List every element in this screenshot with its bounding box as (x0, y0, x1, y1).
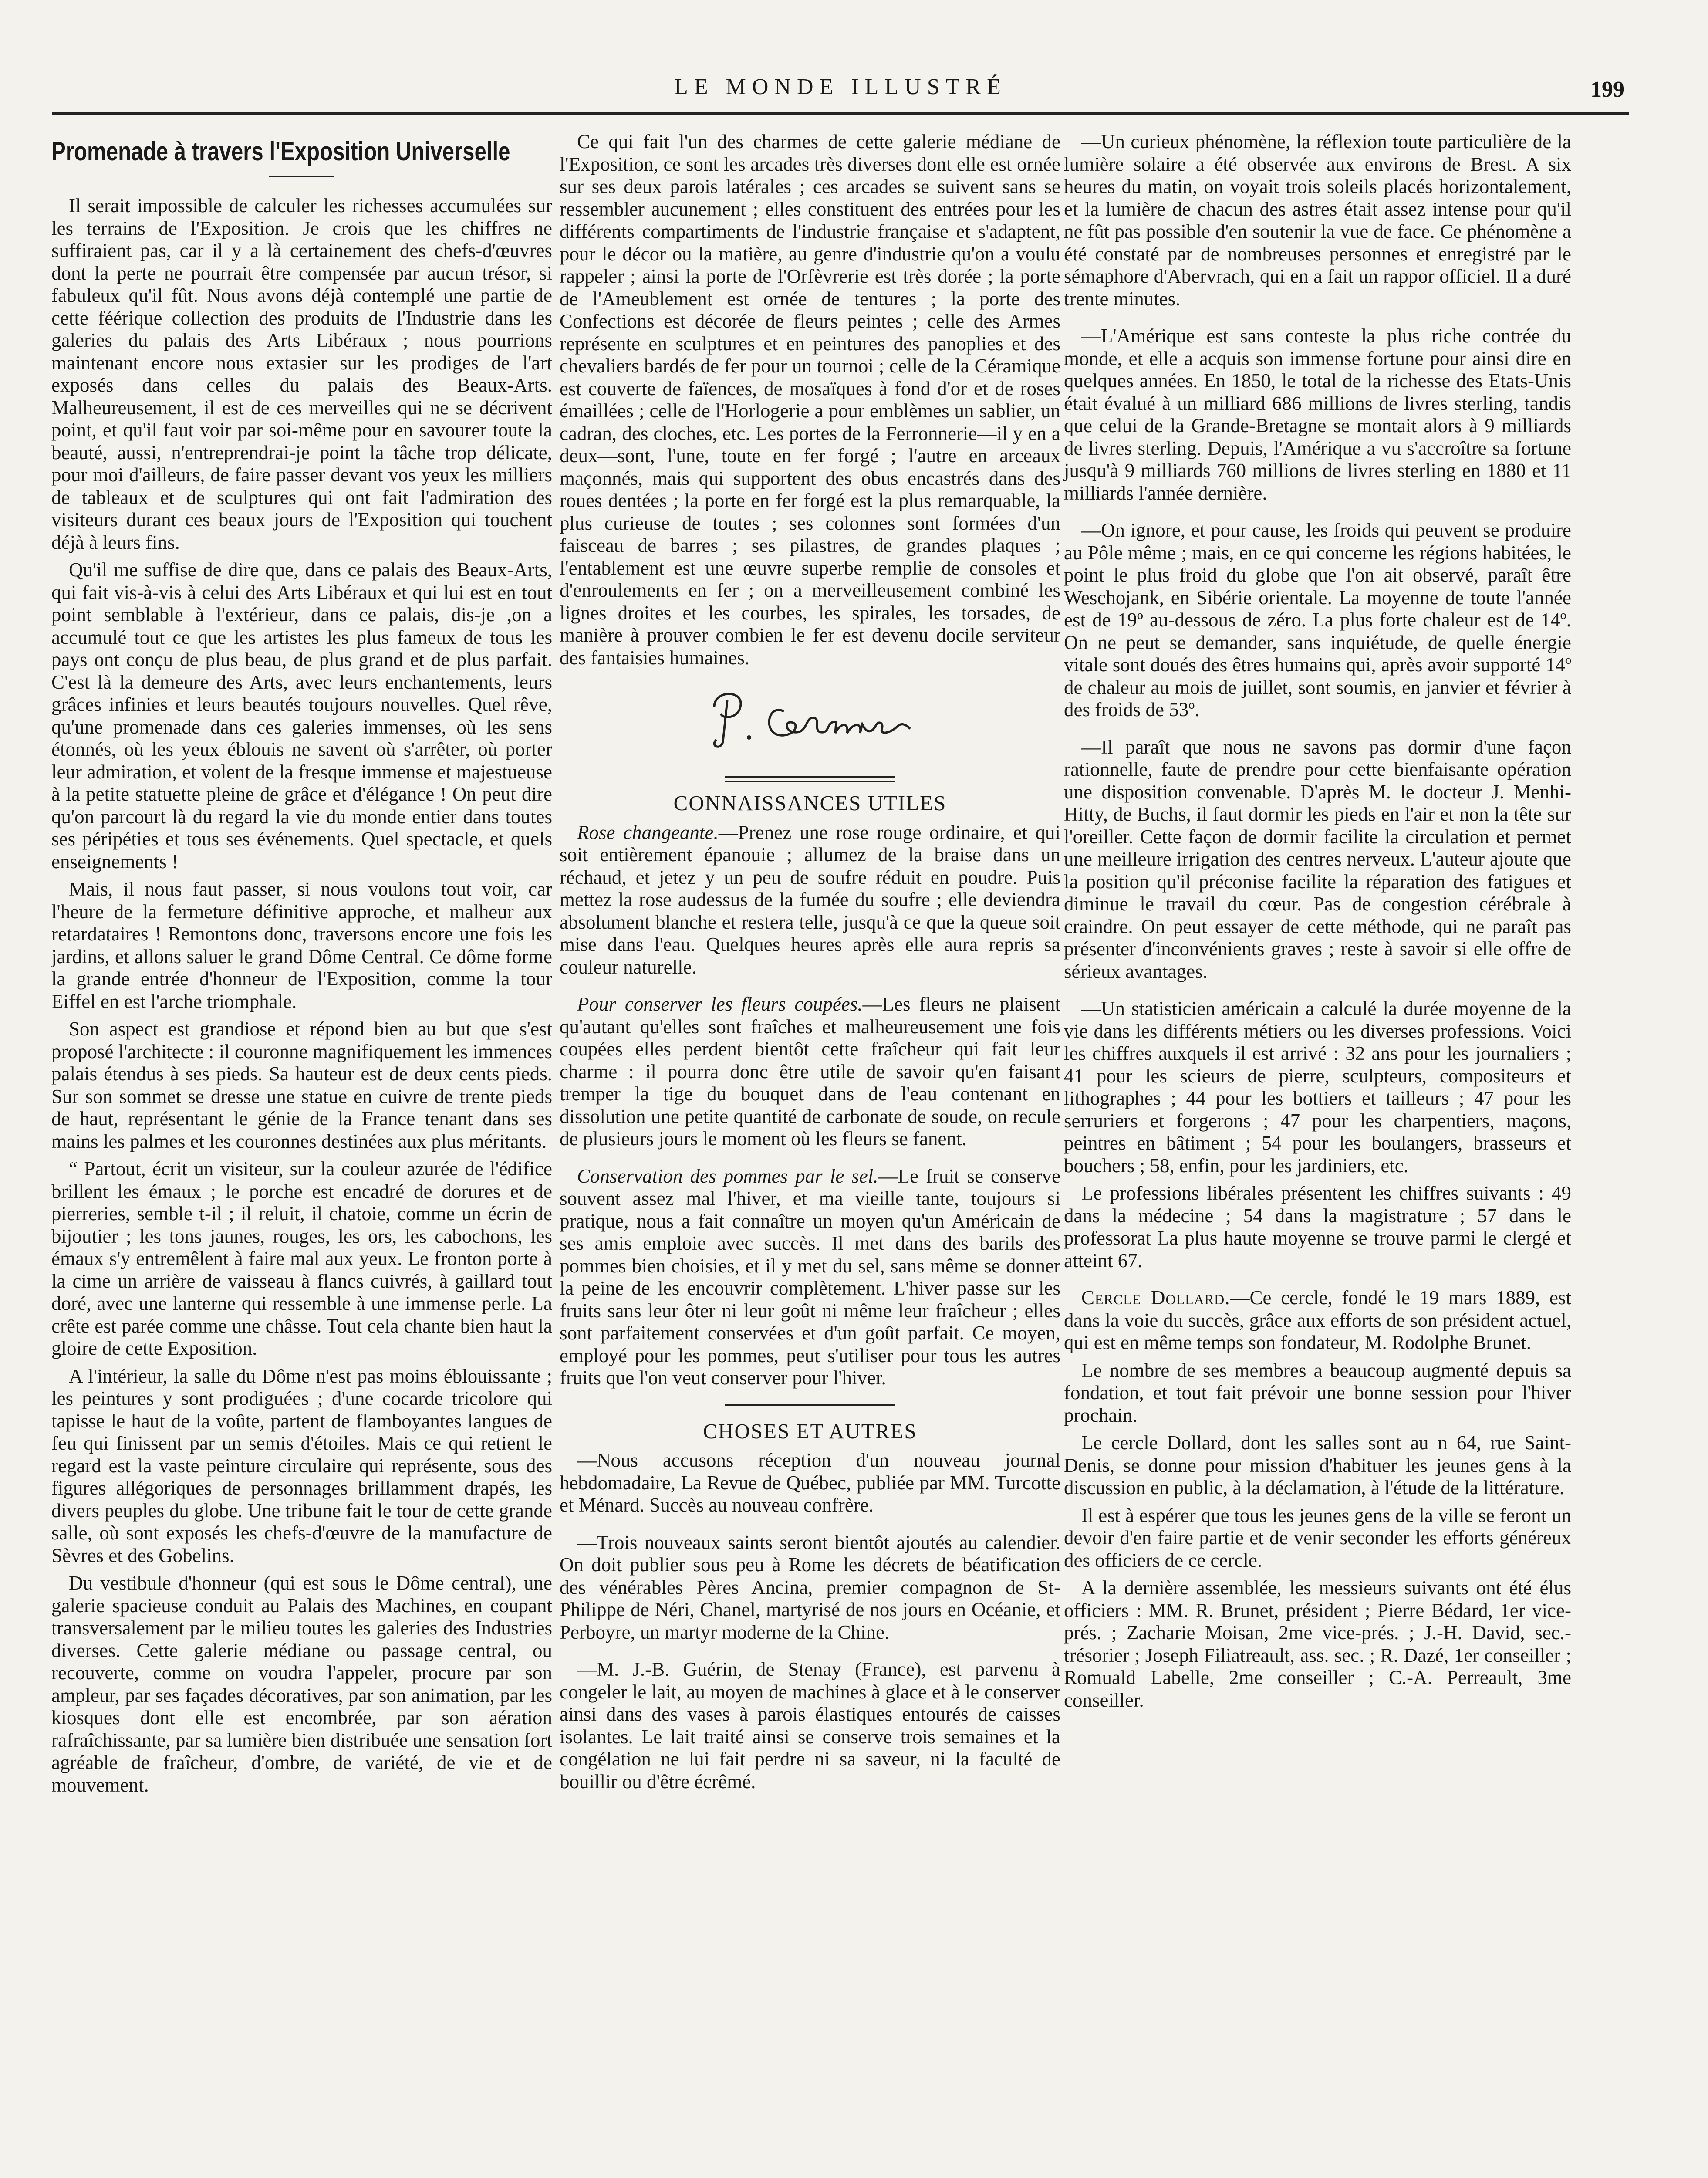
news-item: —L'Amérique est sans conteste la plus riche contrée du monde, et elle a acquis son immense fortune pour ainsi dire en quelques années. En 1850, le total de la richesse des Etats-Unis était évalué à un milliard 686 millions de livres sterling, tandis que celui de la Grande-Bretagne se montait alors à 9 milliards de livres sterling. Depuis, l'Amérique a vu s'accroître sa fortune jusqu'à 9 milliards 760 millions de livres sterling en 1880 et 11 milliards l'année dernière. (1064, 325, 1571, 504)
news-item: —M. J.-B. Guérin, de Stenay (France), est parvenu à congeler le lait, au moyen de machines à glace et à le conserver ainsi dans des vases à parois élastiques entourés de caisses isolantes. Le lait traité ainsi se conserve trois semaines et la congélation ne lui fait perdre ni sa saveur, ni la faculté de bouillir ou d'être écrêmé. (560, 1658, 1060, 1792)
article-paragraph: Mais, il nous faut passer, si nous voulons tout voir, car l'heure de la fermeture définitive approche, et malheur aux retardataires ! Remontons donc, traversons encore une fois les jardins, et allons saluer le grand Dôme Central. Ce dôme forme la grande entrée d'honneur de l'Exposition, comme la tour Eiffel en est l'arche triomphale. (51, 878, 552, 1012)
title-rule (269, 176, 334, 177)
tip-item (560, 993, 1060, 1150)
tip-lead: Rose changeante. (577, 821, 719, 843)
cercle-paragraph: Il est à espérer que tous les jeunes gens de la ville se feront un devoir d'en faire partie et de venir seconder les efforts généreux des officiers de ce cercle. (1064, 1504, 1571, 1571)
tip-lead: Conservation des pommes par le sel. (577, 1165, 878, 1187)
cercle-text: —Ce cercle, fondé le 19 mars 1889, est dans la voie du succès, grâce aux efforts de son président actuel, qui est en même temps son fondateur, M. Rodolphe Brunet. (1064, 1287, 1571, 1353)
page-number: 199 (1590, 77, 1624, 102)
column-1 (51, 131, 552, 1802)
cercle-item (1064, 1287, 1571, 1354)
signature-graphic (697, 681, 923, 755)
masthead: LE MONDE ILLUSTRÉ (674, 74, 1007, 99)
tip-text: —Les fleurs ne plaisent qu'autant qu'elles sont fraîches et malheureusement une fois coupées elles perdent bientôt cette fraîcheur qui fait leur charme : il pourra donc être utile de savoir qu'en faisant tremper la tige du bouquet dans de l'eau contenant en dissolution une petite quantité de carbonate de soude, on recule de plusieurs jours le moment où les fleurs se fanent. (560, 993, 1060, 1150)
tip-item (560, 822, 1060, 979)
article-paragraph: Il serait impossible de calculer les richesses accumulées sur les terrains de l'Exposition. Je crois que les chiffres ne suffiraient pas, car il y a là certainement des chefs-d'œuvres dont la perte ne pourrait être compensée par aucun trésor, si fabuleux qu'il fût. Nous avons déjà contemplé une partie de cette féérique collection des produits de l'Industrie dans les galeries du palais des Arts Libéraux ; nous pourrions maintenant encore nous extasier sur les prodiges de l'art exposés dans celles du palais des Beaux-Arts. Malheureusement, il est de ces merveilles qui ne se décrivent point, et qu'il faut voir par soi-même pour en savourer toute la beauté, aussi, n'entreprendrai-je point la tâche trop délicate, pour moi d'ailleurs, de faire passer devant vos yeux les milliers de tableaux et de sculptures qui ont fait l'admiration des visiteurs durant ces beaux jours de l'Exposition qui touchent déjà à leurs fins. (51, 195, 552, 553)
news-item: —Il paraît que nous ne savons pas dormir d'une façon rationnelle, faute de prendre pour cette bienfaisante opération une disposition convenable. D'après M. le docteur J. Menhi-Hitty, de Buchs, il faut dormir les pieds en l'air et non la tête sur l'oreiller. Cette façon de dormir facilite la circulation et permet une meilleure irrigation des centres nerveux. L'auteur ajoute que la position qu'il préconise facilite la réparation des fatigues et diminue le travail du cœur. Pas de congestion cérébrale à craindre. On peut essayer de cette méthode, qui ne paraît pas présenter d'inconvénients graves ; reste à savoir si elle offre de sérieux avantages. (1064, 736, 1571, 982)
news-item: —On ignore, et pour cause, les froids qui peuvent se produire au Pôle même ; mais, en ce qui concerne les régions habitées, le point le plus froid du globe que l'on ait observé, paraît être Weschojank, en Sibérie orientale. La moyenne de toute l'année est de 19º au-dessous de zéro. La plus forte chaleur est de 14º. On ne peut se demander, sans inquiétude, de quelle énergie vitale sont doués des êtres humains qui, après avoir supporté 14º de chaleur au mois de juillet, sont soumis, en janvier et février à des froids de 53º. (1064, 519, 1571, 720)
article-paragraph: Son aspect est grandiose et répond bien au but que s'est proposé l'architecte : il couronne magnifiquement les immences palais étendus à ses pieds. Sa hauteur est de deux cents pieds. Sur son sommet se dresse une statue en cuivre de trente pieds de haut, représentant le génie de la France tenant dans ses mains les palmes et les couronnes destinées aux plus méritants. (51, 1018, 552, 1152)
tip-text: —Le fruit se conserve souvent assez mal l'hiver, et ma vieille tante, toujours si pratique, nous a fait connaître un moyen qu'un Américain de ses amis emploie avec succès. Il met dans des barils des pommes bien choisies, et il y met du sel, sans même se donner la peine de les encouvrir complètement. L'hiver passe sur les fruits sans leur ôter ni leur goût ni même leur fraîcheur ; elles sont parfaitement conservées et d'un goût parfait. Ce moyen, employé pour les pommes, peut s'utiliser pour tous les autres fruits que l'on veut conserver pour l'hiver. (560, 1165, 1060, 1389)
section-title-choses: CHOSES ET AUTRES (703, 1419, 917, 1443)
signature (560, 674, 1060, 761)
page-header (57, 74, 1624, 113)
article-title: Promenade à travers l'Exposition Universelle (51, 137, 510, 166)
cercle-paragraph: Le nombre de ses membres a beaucoup augmenté depuis sa fondation, et tout fait prévoir une bonne session pour l'hiver prochain. (1064, 1359, 1571, 1426)
section-title-connaissances: CONNAISSANCES UTILES (673, 791, 947, 815)
news-item: —Un statisticien américain a calculé la durée moyenne de la vie dans les différents métiers ou les diverses professions. Voici les chiffres auxquels il est arrivé : 32 ans pour les journaliers ; 41 pour les scieurs de pierre, sculpteurs, compositeurs et lithographes ; 44 pour les bottiers et tailleurs ; 47 pour les serruriers et forgerons ; 47 pour les charpentiers, maçons, peintres en bâtiment ; 54 pour les boulangers, brasseurs et bouchers ; 58, enfin, pour les jardiniers, etc. (1064, 998, 1571, 1177)
section-rule (725, 776, 895, 782)
tip-text: —Prenez une rose rouge ordinaire, et qui soit entièrement épanouie ; allumez de la braise dans un réchaud, et jetez y un peu de soufre réduit en poudre. Puis mettez la rose audessus de la fumée du soufre ; elle deviendra absolument blanche et restera telle, jusqu'à ce que la queue soit mise dans l'eau. Quelques heures après elle aura repris sa couleur naturelle. (560, 821, 1061, 978)
section-rule (725, 1404, 895, 1410)
cercle-lead: Cercle Dollard. (1081, 1287, 1230, 1309)
article-paragraph: A l'intérieur, la salle du Dôme n'est pas moins éblouissante ; les peintures y sont prodiguées ; d'une cocarde tricolore qui tapisse le haut de la voûte, partent de flamboyantes langues de feu qui finissent par un semis d'étoiles. Mais ce qui retient le regard est la vaste peinture circulaire qui représente, sous des figures allégoriques de personnages brillamment drapés, les divers peuples du globe. Une tribune fait le tour de cette grande salle, où sont exposés les chefs-d'œuvre de la manufacture de Sèvres et des Gobelins. (51, 1365, 552, 1566)
cercle-paragraph: Le cercle Dollard, dont les salles sont au n 64, rue Saint-Denis, se donne pour mission d'habituer les jeunes gens à la discussion en public, à la déclamation, à l'étude de la littérature. (1064, 1432, 1571, 1498)
column-3 (1064, 131, 1571, 1717)
news-item: —Un curieux phénomène, la réflexion toute particulière de la lumière solaire a été observée aux environs de Brest. A six heures du matin, on voyait trois soleils placés horizontalement, et la lumière de chacun des astres était assez intense pour qu'il ne fût pas possible d'en soutenir la vue de face. Ce phénomène a été constaté par de nombreuses personnes et enregistré par le sémaphore d'Abervrach, qui en a fait un rappor officiel. Il a duré trente minutes. (1064, 131, 1571, 310)
column-2 (560, 131, 1060, 1798)
news-item: —Trois nouveaux saints seront bientôt ajoutés au calendier. On doit publier sous peu à Rome les décrets de béatification des vénérables Pères Ancina, premier compagnon de St-Philippe de Néri, Chanel, martyrisé de nos jours en Océanie, et Perboyre, un martyr moderne de la Chine. (560, 1531, 1060, 1643)
tip-lead: Pour conserver les fleurs coupées. (577, 993, 863, 1015)
cercle-paragraph: A la dernière assemblée, les messieurs suivants ont été élus officiers : MM. R. Brunet, président ; Pierre Bédard, 1er vice-prés. ; Zacharie Moisan, 2me vice-prés. ; J.-H. David, sec.-trésorier ; Joseph Filiatreault, ass. sec. ; R. Dazé, 1er conseiller ; Romuald Labelle, 2me conseiller ; C.-A. Perreault, 3me conseiller. (1064, 1577, 1571, 1711)
tip-item (560, 1165, 1060, 1390)
article-paragraph: Ce qui fait l'un des charmes de cette galerie médiane de l'Exposition, ce sont les arcades très diverses dont elle est ornée sur ses deux parois latérales ; ces arcades se suivent sans se ressembler aucunement ; elles constituent des entrées pour les différents compartiments de l'industrie française et s'adaptent, pour le décor ou la matière, au genre d'industrie qu'on a voulu rappeler ; ainsi la porte de l'Orfèvrerie est très dorée ; la porte de l'Ameublement est ornée de tentures ; la porte des Confections est décorée de fleurs peintes ; celle des Armes représente en sculptures et en peintures des panoplies et des chevaliers bardés de fer pour un tournoi ; celle de la Céramique est couverte de faïences, de mosaïques à fond d'or et de roses émaillées ; celle de l'Horlogerie a pour emblèmes un sablier, un cadran, des cloches, etc. Les portes de la Ferronnerie—il y en a deux—sont, l'une, toute en fer forgé ; l'autre en arceaux maçonnés, mais qui supportent des obus encastrés dans des roues dentées ; la porte en fer forgé est la plus remarquable, la plus curieuse de toutes ; ses colonnes sont formées d'un faisceau de barres ; ses pilastres, de grandes plaques ; l'entablement est une œuvre superbe remplie de consoles et d'enroulements en fer ; on a merveilleusement combiné les lignes droites et les courbes, les spirales, les torsades, de manière à prouver combien le fer est devenu docile serviteur des fantaisies humaines. (560, 131, 1060, 669)
article-paragraph: “ Partout, écrit un visiteur, sur la couleur azurée de l'édifice brillent les émaux ; le porche est encadré de dorures et de pierreries, semble t-il ; il reluit, il chatoie, comme un écrin de bijoutier ; les tons jaunes, rouges, les ors, les cabochons, les émaux s'y entremêlent à faire mal aux yeux. Le fronton porte à la cime un arrière de vaisseau à flancs cuivrés, à gaillard tout doré, avec une lanterne qui ressemble à une immense perle. La crête est parée comme une châsse. Tout cela chante bien haut la gloire de cette Exposition. (51, 1158, 552, 1359)
article-paragraph: Du vestibule d'honneur (qui est sous le Dôme central), une galerie spacieuse conduit au Palais des Machines, en coupant transversalement par le milieu toutes les galeries des Industries diverses. Cette galerie médiane ou passage central, ou recouverte, comme on voudra l'appeler, procure par son ampleur, par ses façades décoratives, par son animation, par les kiosques dont elle est encombrée, par son aération rafraîchissante, par sa lumière bien distribuée une sensation fort agréable de fraîcheur, d'ombre, de variété, de vie et de mouvement. (51, 1572, 552, 1796)
news-item: —Nous accusons réception d'un nouveau journal hebdomadaire, La Revue de Québec, publiée par MM. Turcotte et Ménard. Succès au nouveau confrère. (560, 1449, 1060, 1516)
header-rule (52, 112, 1629, 115)
article-paragraph: Qu'il me suffise de dire que, dans ce palais des Beaux-Arts, qui fait vis-à-vis à celui des Arts Libéraux et qui lui est en tout point semblable à l'extérieur, dans ce palais, dis-je ,on a accumulé tout ce que les artistes les plus fameux de tous les pays ont conçu de plus beau, de plus grand et de plus parfait. C'est là la demeure des Arts, avec leurs enchantements, leurs grâces infinies et leurs beautés toujours nouvelles. Quel rêve, qu'une promenade dans ces galeries immenses, où les sens étonnés, où les yeux éblouis ne savent où s'arrêter, où porter leur admiration, et volent de la fresque immense et majestueuse à la petite statuette pleine de grâce et d'élégance ! On peut dire qu'on parcourt là du regard la vie du monde entier dans toutes ses péripéties et tous ses événements. Quel spectacle, et quels enseignements ! (51, 559, 552, 873)
news-item: Le professions libérales présentent les chiffres suivants : 49 dans la médecine ; 54 dans la magistrature ; 57 dans le professorat La plus haute moyenne se trouve parmi le clergé et atteint 67. (1064, 1182, 1571, 1272)
